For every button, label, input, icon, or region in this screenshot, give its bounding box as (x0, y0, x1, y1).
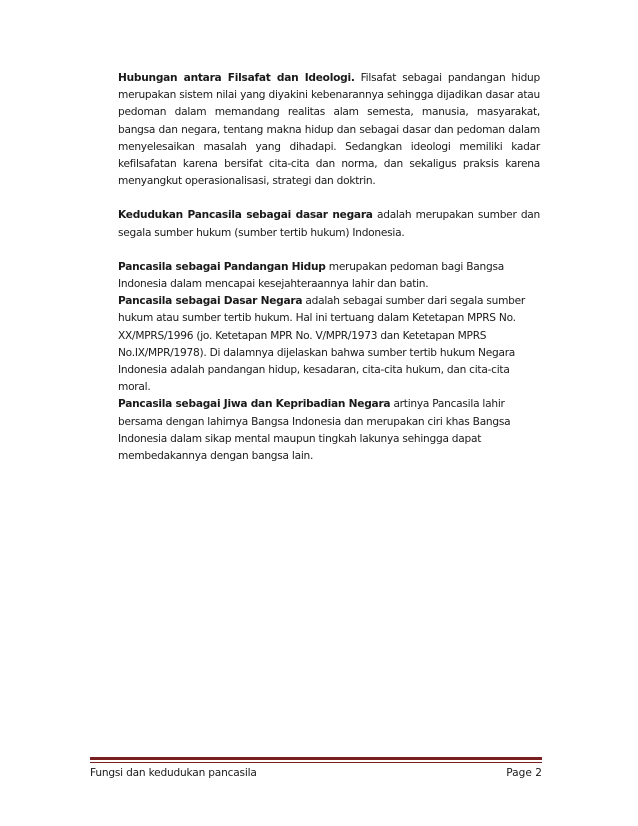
footer-divider-thick (90, 757, 542, 760)
paragraph-text: Filsafat sebagai pandangan hidup merupakan sistem nilai yang diyakini kebenarannya sehingga dijadikan dasar atau pedoman dalam memandang realitas alam semesta, manusia, masyarakat, bangsa dan negara, tentang makna hidup dan sebagai dasar dan pedoman dalam menyelesaikan masalah yang dihadapi. Sedangkan ideologi memiliki kadar kefilsafatan karena bersifat cita-cita dan norma, dan sekaligus praksis karena menyangkut operasionalisasi, strategi dan doktrin. (118, 72, 540, 188)
paragraph-text: adalah sebagai sumber dari segala sumber hukum atau sumber tertib hukum. Hal ini tertuang dalam Ketetapan MPRS No. XX/MPRS/1996 (jo. Ketetapan MPR No. V/MPR/1973 dan Ketetapan MPRS No.IX/MPR/1978). Di dalamnya dijelaskan bahwa sumber tertib hukum Negara Indonesia adalah pandangan hidup, kesadaran, cita-cita hukum, dan cita-cita moral. (118, 295, 525, 394)
paragraph-kedudukan-dasar-negara (118, 207, 540, 241)
paragraph-dasar-negara (118, 293, 540, 396)
paragraph-heading: Pancasila sebagai Jiwa dan Kepribadian Negara (118, 398, 391, 411)
footer-divider-thin (90, 762, 542, 763)
paragraph-jiwa-kepribadian (118, 396, 540, 465)
paragraph-heading: Pancasila sebagai Dasar Negara (118, 295, 303, 308)
paragraph-pandangan-hidup (118, 259, 540, 293)
paragraph-text: artinya Pancasila lahir bersama dengan lahirnya Bangsa Indonesia dan merupakan ciri khas Bangsa Indonesia dalam sikap mental maupun tingkah lakunya sehingga dapat membedakannya dengan bangsa lain. (118, 398, 511, 463)
paragraph-text: adalah merupakan sumber dan segala sumber hukum (sumber tertib hukum) Indonesia. (118, 209, 540, 239)
page-number: Page 2 (506, 767, 542, 779)
paragraph-heading: Kedudukan Pancasila sebagai dasar negara (118, 209, 373, 222)
paragraph-heading: Pancasila sebagai Pandangan Hidup (118, 260, 326, 273)
paragraph-spacer (118, 242, 540, 259)
footer-title: Fungsi dan kedudukan pancasila (90, 767, 257, 779)
paragraph-text: merupakan pedoman bagi Bangsa Indonesia dalam mencapai kesejahteraannya lahir dan batin. (118, 260, 504, 291)
paragraph-heading: Hubungan antara Filsafat dan Ideologi. (118, 72, 355, 84)
document-body (118, 70, 540, 465)
paragraph-filsafat-ideologi (118, 70, 540, 190)
paragraph-spacer (118, 190, 540, 207)
